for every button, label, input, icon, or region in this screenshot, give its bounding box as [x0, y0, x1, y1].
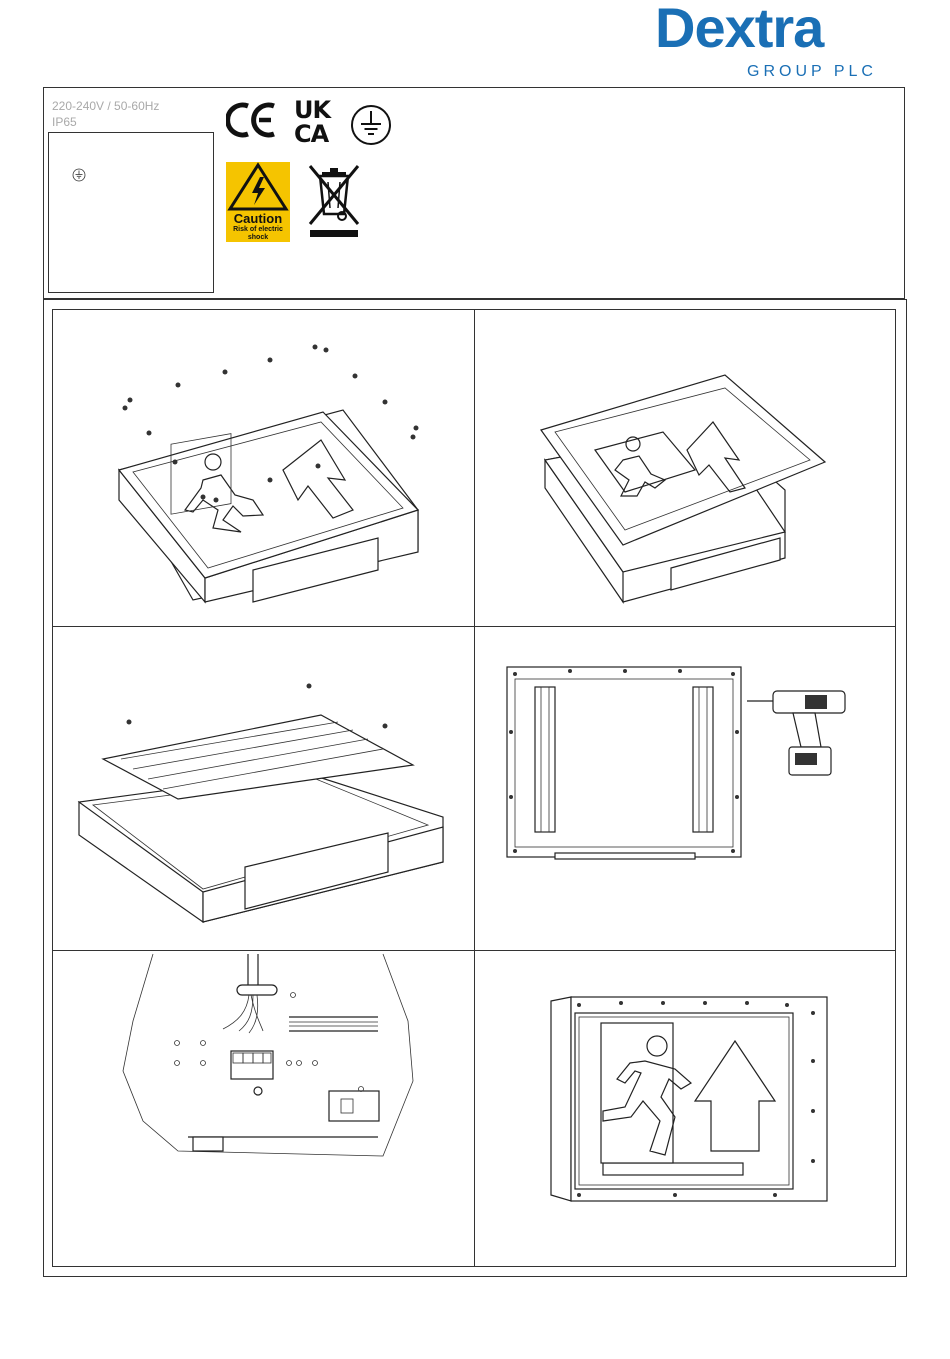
- earth-ground-small-icon: [72, 168, 86, 182]
- voltage-rating: 220-240V / 50-60Hz: [52, 99, 160, 113]
- step-lift-frame-illustration: [475, 310, 895, 625]
- dextra-logo: [655, 0, 900, 80]
- step-finished-sign-illustration: [475, 951, 895, 1266]
- ukca-mark: [294, 98, 340, 148]
- ukca-top: UK: [294, 96, 331, 124]
- caution-title: Caution: [233, 211, 283, 226]
- logo-tagline: GROUP PLC: [747, 63, 877, 80]
- ukca-bottom: CA: [294, 120, 329, 148]
- earth-label-box: [48, 132, 214, 293]
- step-drill-mounting-illustration: [475, 627, 895, 949]
- logo-wordmark: Dextra: [655, 0, 824, 59]
- step-remove-screws-illustration: [53, 310, 473, 625]
- cordless-drill-icon: [747, 691, 845, 775]
- ce-mark-icon: [226, 100, 278, 140]
- caution-sign: [226, 162, 290, 242]
- step-remove-tray-illustration: [53, 627, 473, 949]
- electrical-specs: [52, 98, 159, 130]
- caution-text-2: shock: [247, 234, 269, 241]
- ip-rating: IP65: [52, 115, 77, 129]
- electric-shock-warning-icon: [226, 162, 290, 212]
- caution-text-1: Risk of electric: [233, 226, 283, 233]
- weee-crossed-bin-icon: [306, 164, 362, 240]
- earth-ground-icon: [350, 104, 392, 146]
- step-wire-terminal-illustration: [53, 951, 473, 1266]
